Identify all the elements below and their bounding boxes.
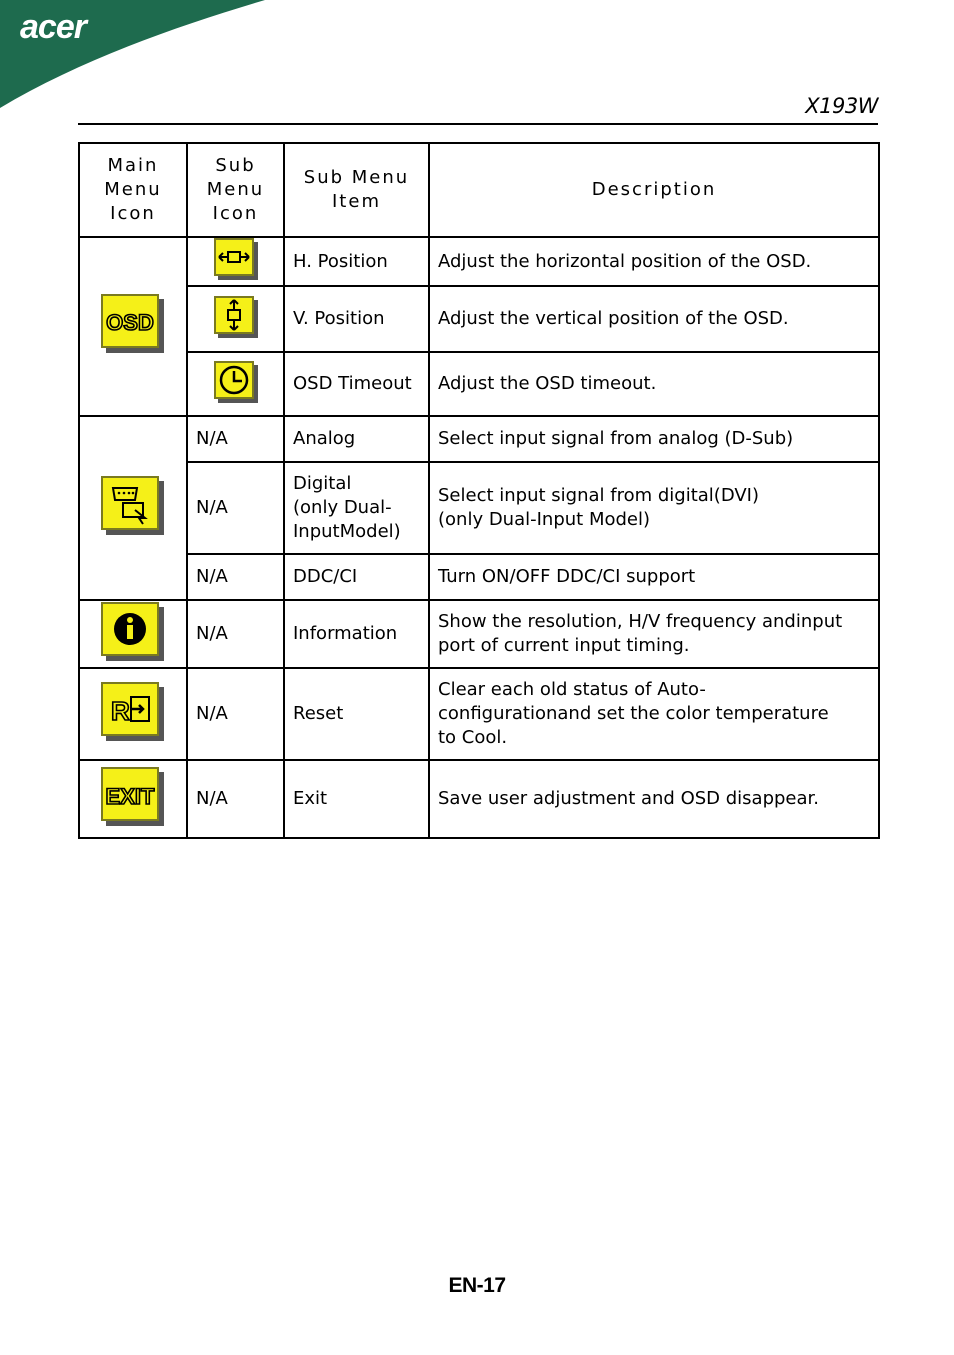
svg-text:EXIT: EXIT (105, 783, 155, 809)
table-row (79, 760, 879, 838)
description: Turn ON/OFF DDC/CI support (429, 554, 879, 600)
main-icon-cell (79, 416, 187, 600)
input-select-icon (101, 476, 165, 536)
table-row (79, 237, 879, 286)
main-icon-cell (79, 600, 187, 668)
sub-menu-item: Reset (284, 668, 429, 760)
sub-menu-icon-na: N/A (187, 462, 284, 554)
osd-icon (101, 294, 165, 354)
header-description: Description (429, 143, 879, 237)
sub-menu-item: Digital (only Dual- InputModel) (284, 462, 429, 554)
description: Show the resolution, H/V frequency andinput port of current input timing. (429, 600, 879, 668)
sub-menu-icon-na: N/A (187, 760, 284, 838)
sub-menu-icon-na: N/A (187, 668, 284, 760)
header-sub-menu-icon: Sub Menu Icon (187, 143, 284, 237)
osd-timeout-icon (214, 361, 258, 403)
table-row (79, 600, 879, 668)
description: Select input signal from digital(DVI) (only Dual-Input Model) (429, 462, 879, 554)
table-header-row (79, 143, 879, 237)
sub-menu-item: Analog (284, 416, 429, 462)
main-icon-cell (79, 668, 187, 760)
table-row (79, 352, 879, 416)
table-row (79, 668, 879, 760)
sub-icon-cell (187, 352, 284, 416)
table-row (79, 416, 879, 462)
header-main-menu-icon: Main Menu Icon (79, 143, 187, 237)
description: Adjust the OSD timeout. (429, 352, 879, 416)
description: Adjust the horizontal position of the OSD. (429, 237, 879, 286)
sub-icon-cell (187, 237, 284, 286)
description: Clear each old status of Auto- configurationand set the color temperature to Cool. (429, 668, 879, 760)
model-name: X193W (805, 94, 878, 118)
reset-icon (101, 682, 165, 742)
sub-menu-item: H. Position (284, 237, 429, 286)
table-row (79, 286, 879, 352)
sub-menu-icon-na: N/A (187, 416, 284, 462)
header-rule (78, 123, 878, 125)
h-position-icon (214, 238, 258, 280)
sub-menu-item: Information (284, 600, 429, 668)
v-position-icon (214, 296, 258, 338)
description: Save user adjustment and OSD disappear. (429, 760, 879, 838)
information-icon (101, 602, 165, 662)
sub-icon-cell (187, 286, 284, 352)
table-row (79, 462, 879, 554)
osd-menu-table (78, 142, 880, 839)
description: Adjust the vertical position of the OSD. (429, 286, 879, 352)
svg-text:OSD: OSD (106, 310, 154, 335)
sub-menu-item: DDC/CI (284, 554, 429, 600)
sub-menu-icon-na: N/A (187, 600, 284, 668)
table-row (79, 554, 879, 600)
sub-menu-item: Exit (284, 760, 429, 838)
sub-menu-item: V. Position (284, 286, 429, 352)
svg-text:R: R (111, 695, 130, 726)
page-number: EN-17 (448, 1274, 506, 1297)
description: Select input signal from analog (D-Sub) (429, 416, 879, 462)
exit-icon (101, 767, 165, 827)
main-icon-cell (79, 237, 187, 416)
acer-logo: acer (20, 8, 86, 46)
sub-menu-item: OSD Timeout (284, 352, 429, 416)
main-icon-cell (79, 760, 187, 838)
header-sub-menu-item: Sub Menu Item (284, 143, 429, 237)
sub-menu-icon-na: N/A (187, 554, 284, 600)
